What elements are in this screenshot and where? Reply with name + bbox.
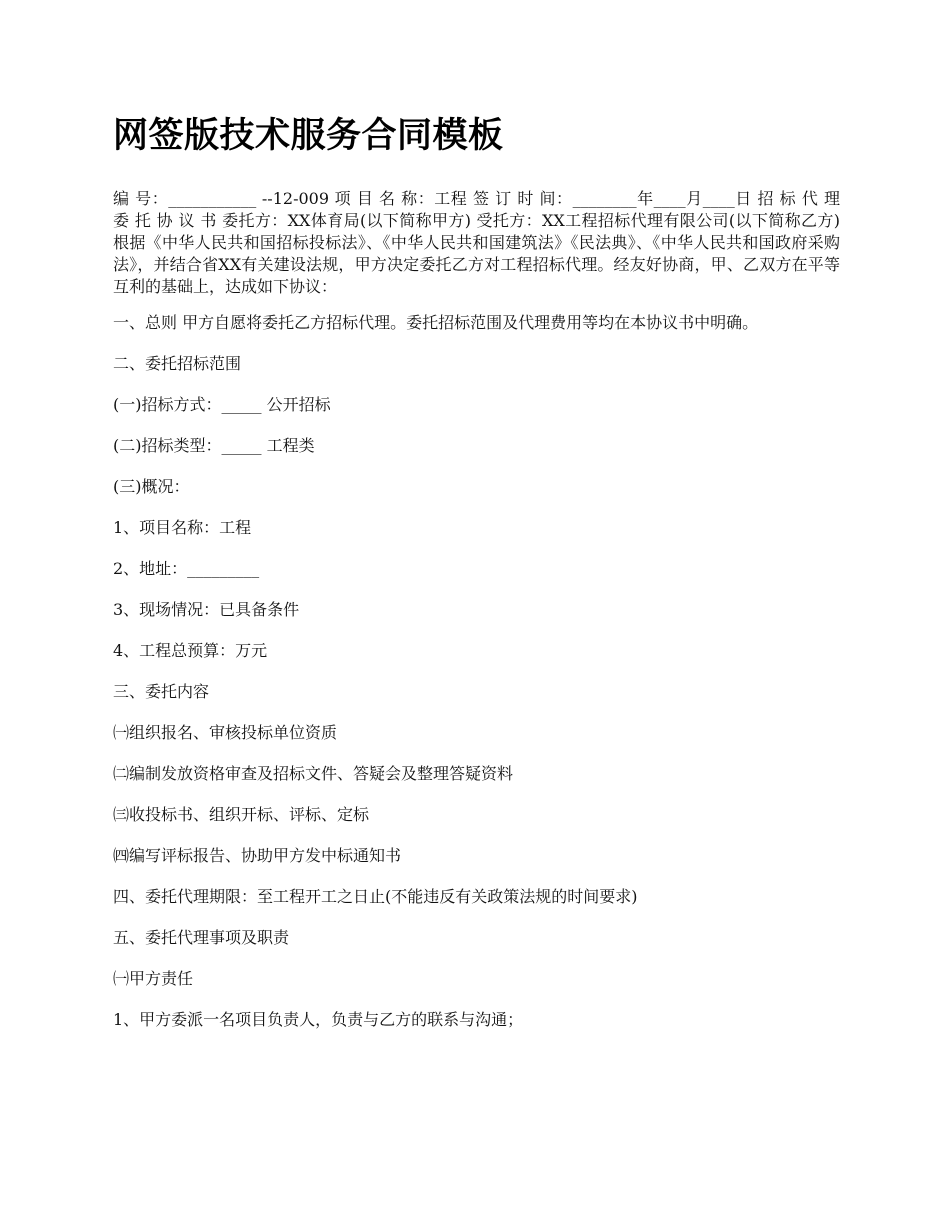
document-paragraph: ㈠甲方责任	[113, 969, 194, 988]
document-paragraph: 2、地址：_________	[113, 559, 260, 578]
document-paragraph: 二、委托招标范围	[113, 354, 242, 373]
document-paragraph: ㈣编写评标报告、协助甲方发中标通知书	[113, 846, 402, 865]
document-body	[113, 312, 840, 1031]
document-paragraph: (三)概况：	[113, 477, 190, 496]
document-paragraph: 四、委托代理期限：至工程开工之日止(不能违反有关政策法规的时间要求)	[113, 887, 638, 906]
document-paragraph: (一)招标方式：_____ 公开招标	[113, 395, 331, 414]
document-paragraph: 1、甲方委派一名项目负责人，负责与乙方的联系与沟通；	[113, 1010, 524, 1029]
document-paragraph: 三、委托内容	[113, 682, 210, 701]
document-title: 网签版技术服务合同模板	[113, 116, 504, 156]
document-paragraph: (二)招标类型：_____ 工程类	[113, 436, 315, 455]
document-paragraph: 1、项目名称：工程	[113, 518, 252, 537]
document-paragraph: 一、总则 甲方自愿将委托乙方招标代理。委托招标范围及代理费用等均在本协议书中明确。	[113, 313, 759, 332]
document-paragraph: 3、现场情况：已具备条件	[113, 600, 300, 619]
document-intro: 编 号：___________ --12-009 项 目 名 称：工程 签 订 时 间：________年____月____日 招 标 代 理 委 托 协 议 书 委托方：XX体育局(以下简称甲方) 受托方：XX工程招标代理有限公司(以下简称乙方) 根据《中华人民共和国招标投标法》、《中华人民共和国建筑法》《民法典》、《中华人民共和国政府采购法》，并结合省XX有关建设法规，甲方决定委托乙方对工程招标代理。经友好协商，甲、乙双方在平等互利的基础上，达成如下协议：	[113, 189, 840, 296]
document-paragraph: 五、委托代理事项及职责	[113, 928, 290, 947]
document-paragraph: ㈢收投标书、组织开标、评标、定标	[113, 805, 370, 824]
document-paragraph: ㈠组织报名、审核投标单位资质	[113, 723, 338, 742]
document-paragraph: ㈡编制发放资格审查及招标文件、答疑会及整理答疑资料	[113, 764, 514, 783]
document-paragraph: 4、工程总预算：万元	[113, 641, 268, 660]
